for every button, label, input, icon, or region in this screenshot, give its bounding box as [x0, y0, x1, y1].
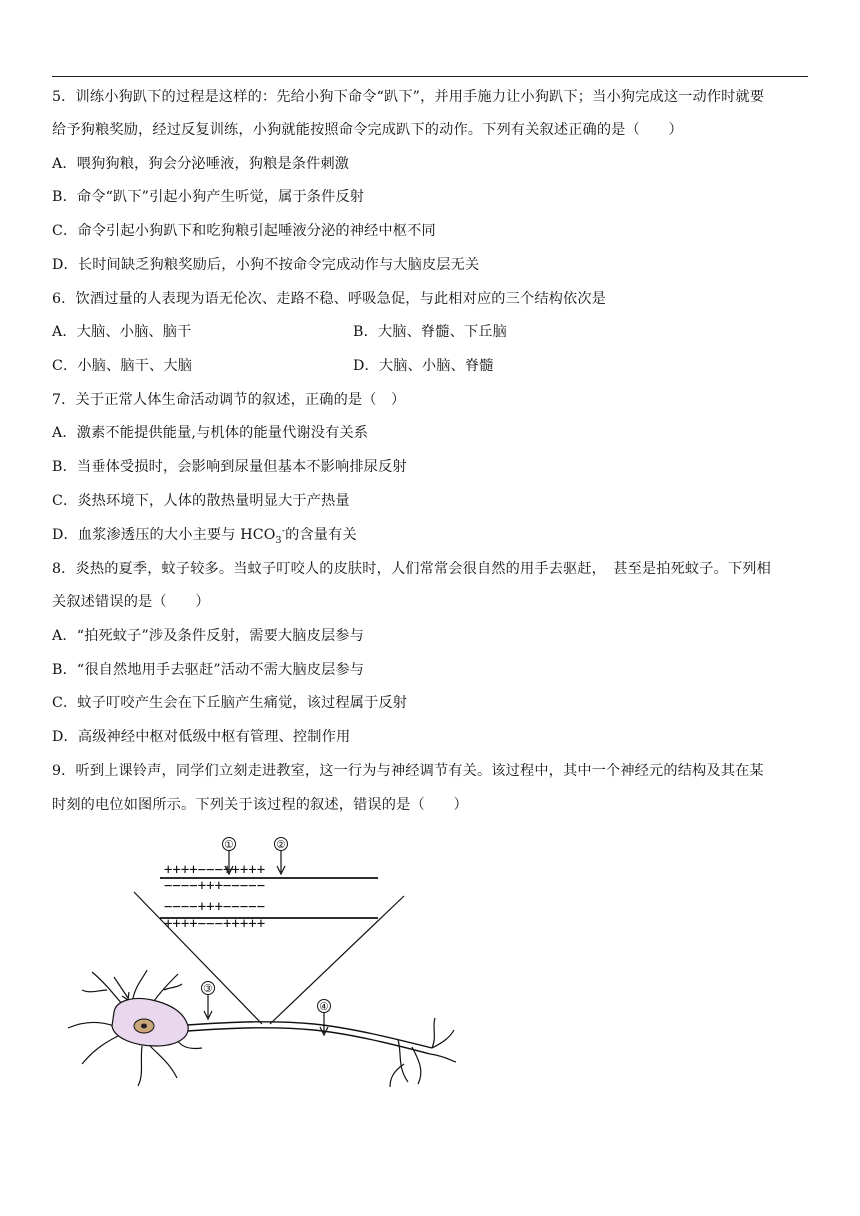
- q8-option-d: D．高级神经中枢对低级中枢有管理、控制作用: [52, 729, 351, 745]
- stimulus-arrow-shaft: [114, 977, 128, 998]
- q7-stem: 7．关于正常人体生命活动调节的叙述，正确的是（ ）: [52, 392, 406, 408]
- q5-option-c: C．命令引起小狗趴下和吃狗粮引起唾液分泌的神经中枢不同: [52, 223, 436, 239]
- q5-option-b: B．命令“趴下”引起小狗产生听觉，属于条件反射: [52, 189, 365, 205]
- dendrite-8: [138, 1046, 142, 1086]
- header-rule: [52, 76, 808, 77]
- q6-option-a: A．大脑、小脑、脑干: [52, 324, 192, 340]
- q8-option-b: B．“很自然地用手去驱赶”活动不需大脑皮层参与: [52, 662, 365, 678]
- q7-option-d-suffix: 的含量有关: [285, 527, 357, 543]
- q7-option-d-sub: 3: [275, 534, 282, 546]
- membrane-row-4: ++++−−−+++++: [164, 916, 266, 932]
- label-1: ①: [224, 839, 234, 851]
- q8-stem-line1: 8．炎热的夏季，蚊子较多。当蚊子叮咬人的皮肤时，人们常常会很自然的用手去驱赶， 甚至是拍死蚊子。下列相: [52, 561, 771, 577]
- nucleolus: [141, 1024, 147, 1029]
- q9-stem-line2: 时刻的电位如图所示。下列关于该过程的叙述，错误的是（ ）: [52, 797, 468, 813]
- terminal-6: [412, 1047, 421, 1084]
- terminal-3: [430, 1054, 456, 1062]
- q5-stem-line2: 给予狗粮奖励，经过反复训练，小狗就能按照命令完成趴下的动作。下列有关叙述正确的是（ ）: [52, 122, 683, 138]
- dendrite-7: [82, 1036, 118, 1064]
- q8-option-a: A．“拍死蚊子”涉及条件反射，需要大脑皮层参与: [52, 628, 364, 644]
- q5-stem-line1: 5．训练小狗趴下的过程是这样的：先给小狗下命令“趴下”，并用手施力让小狗趴下；当小狗完成这一动作时就要: [52, 89, 765, 105]
- axon-lower: [187, 1028, 430, 1054]
- label-4: ④: [319, 1001, 329, 1013]
- q5-option-a: A．喂狗狗粮，狗会分泌唾液，狗粮是条件刺激: [52, 156, 350, 172]
- q6-stem: 6．饮酒过量的人表现为语无伦次、走路不稳、呼吸急促，与此相对应的三个结构依次是: [52, 291, 607, 307]
- label-2: ②: [276, 839, 286, 851]
- q7-option-c: C．炎热环境下，人体的散热量明显大于产热量: [52, 493, 350, 509]
- q7-option-d: [52, 526, 357, 544]
- axon-upper: [187, 1022, 432, 1048]
- q7-option-d-prefix: D．血浆渗透压的大小主要与 HCO: [52, 527, 276, 543]
- q5-option-d: D．长时间缺乏狗粮奖励后，小狗不按命令完成动作与大脑皮层无关: [52, 257, 480, 273]
- terminal-4: [398, 1040, 408, 1082]
- q6-option-d: D．大脑、小脑、脊髓: [353, 358, 494, 374]
- neuron-diagram: [52, 832, 462, 1087]
- neuron-figure: [52, 832, 462, 1087]
- membrane-row-3: −−−−+++−−−−−: [164, 899, 266, 915]
- q7-option-b: B．当垂体受损时，会影响到尿量但基本不影响排尿反射: [52, 459, 407, 475]
- dendrite-2: [82, 990, 107, 992]
- membrane-row-1: ++++−−−+++++: [164, 862, 266, 878]
- terminal-2: [432, 1030, 454, 1048]
- dendrite-6: [68, 1022, 114, 1028]
- q6-option-b: B．大脑、脊髓、下丘脑: [353, 324, 507, 340]
- terminal-1: [432, 1018, 435, 1048]
- dendrite-9: [150, 1046, 177, 1078]
- q8-option-c: C．蚊子叮咬产生会在下丘脑产生痛觉，该过程属于反射: [52, 695, 408, 711]
- funnel-right-line: [270, 896, 404, 1024]
- q9-stem-line1: 9．听到上课铃声，同学们立刻走进教室，这一行为与神经调节有关。该过程中，其中一个神经元的结构及其在某: [52, 763, 764, 779]
- membrane-row-2: −−−−+++−−−−−: [164, 878, 266, 894]
- q6-option-c: C．小脑、脑干、大脑: [52, 358, 193, 374]
- q7-option-a: A．激素不能提供能量,与机体的能量代谢没有关系: [52, 425, 369, 441]
- q7-option-d-sup: -: [281, 525, 286, 537]
- q8-stem-line2: 关叙述错误的是（ ）: [52, 594, 210, 610]
- label-3: ③: [203, 983, 213, 995]
